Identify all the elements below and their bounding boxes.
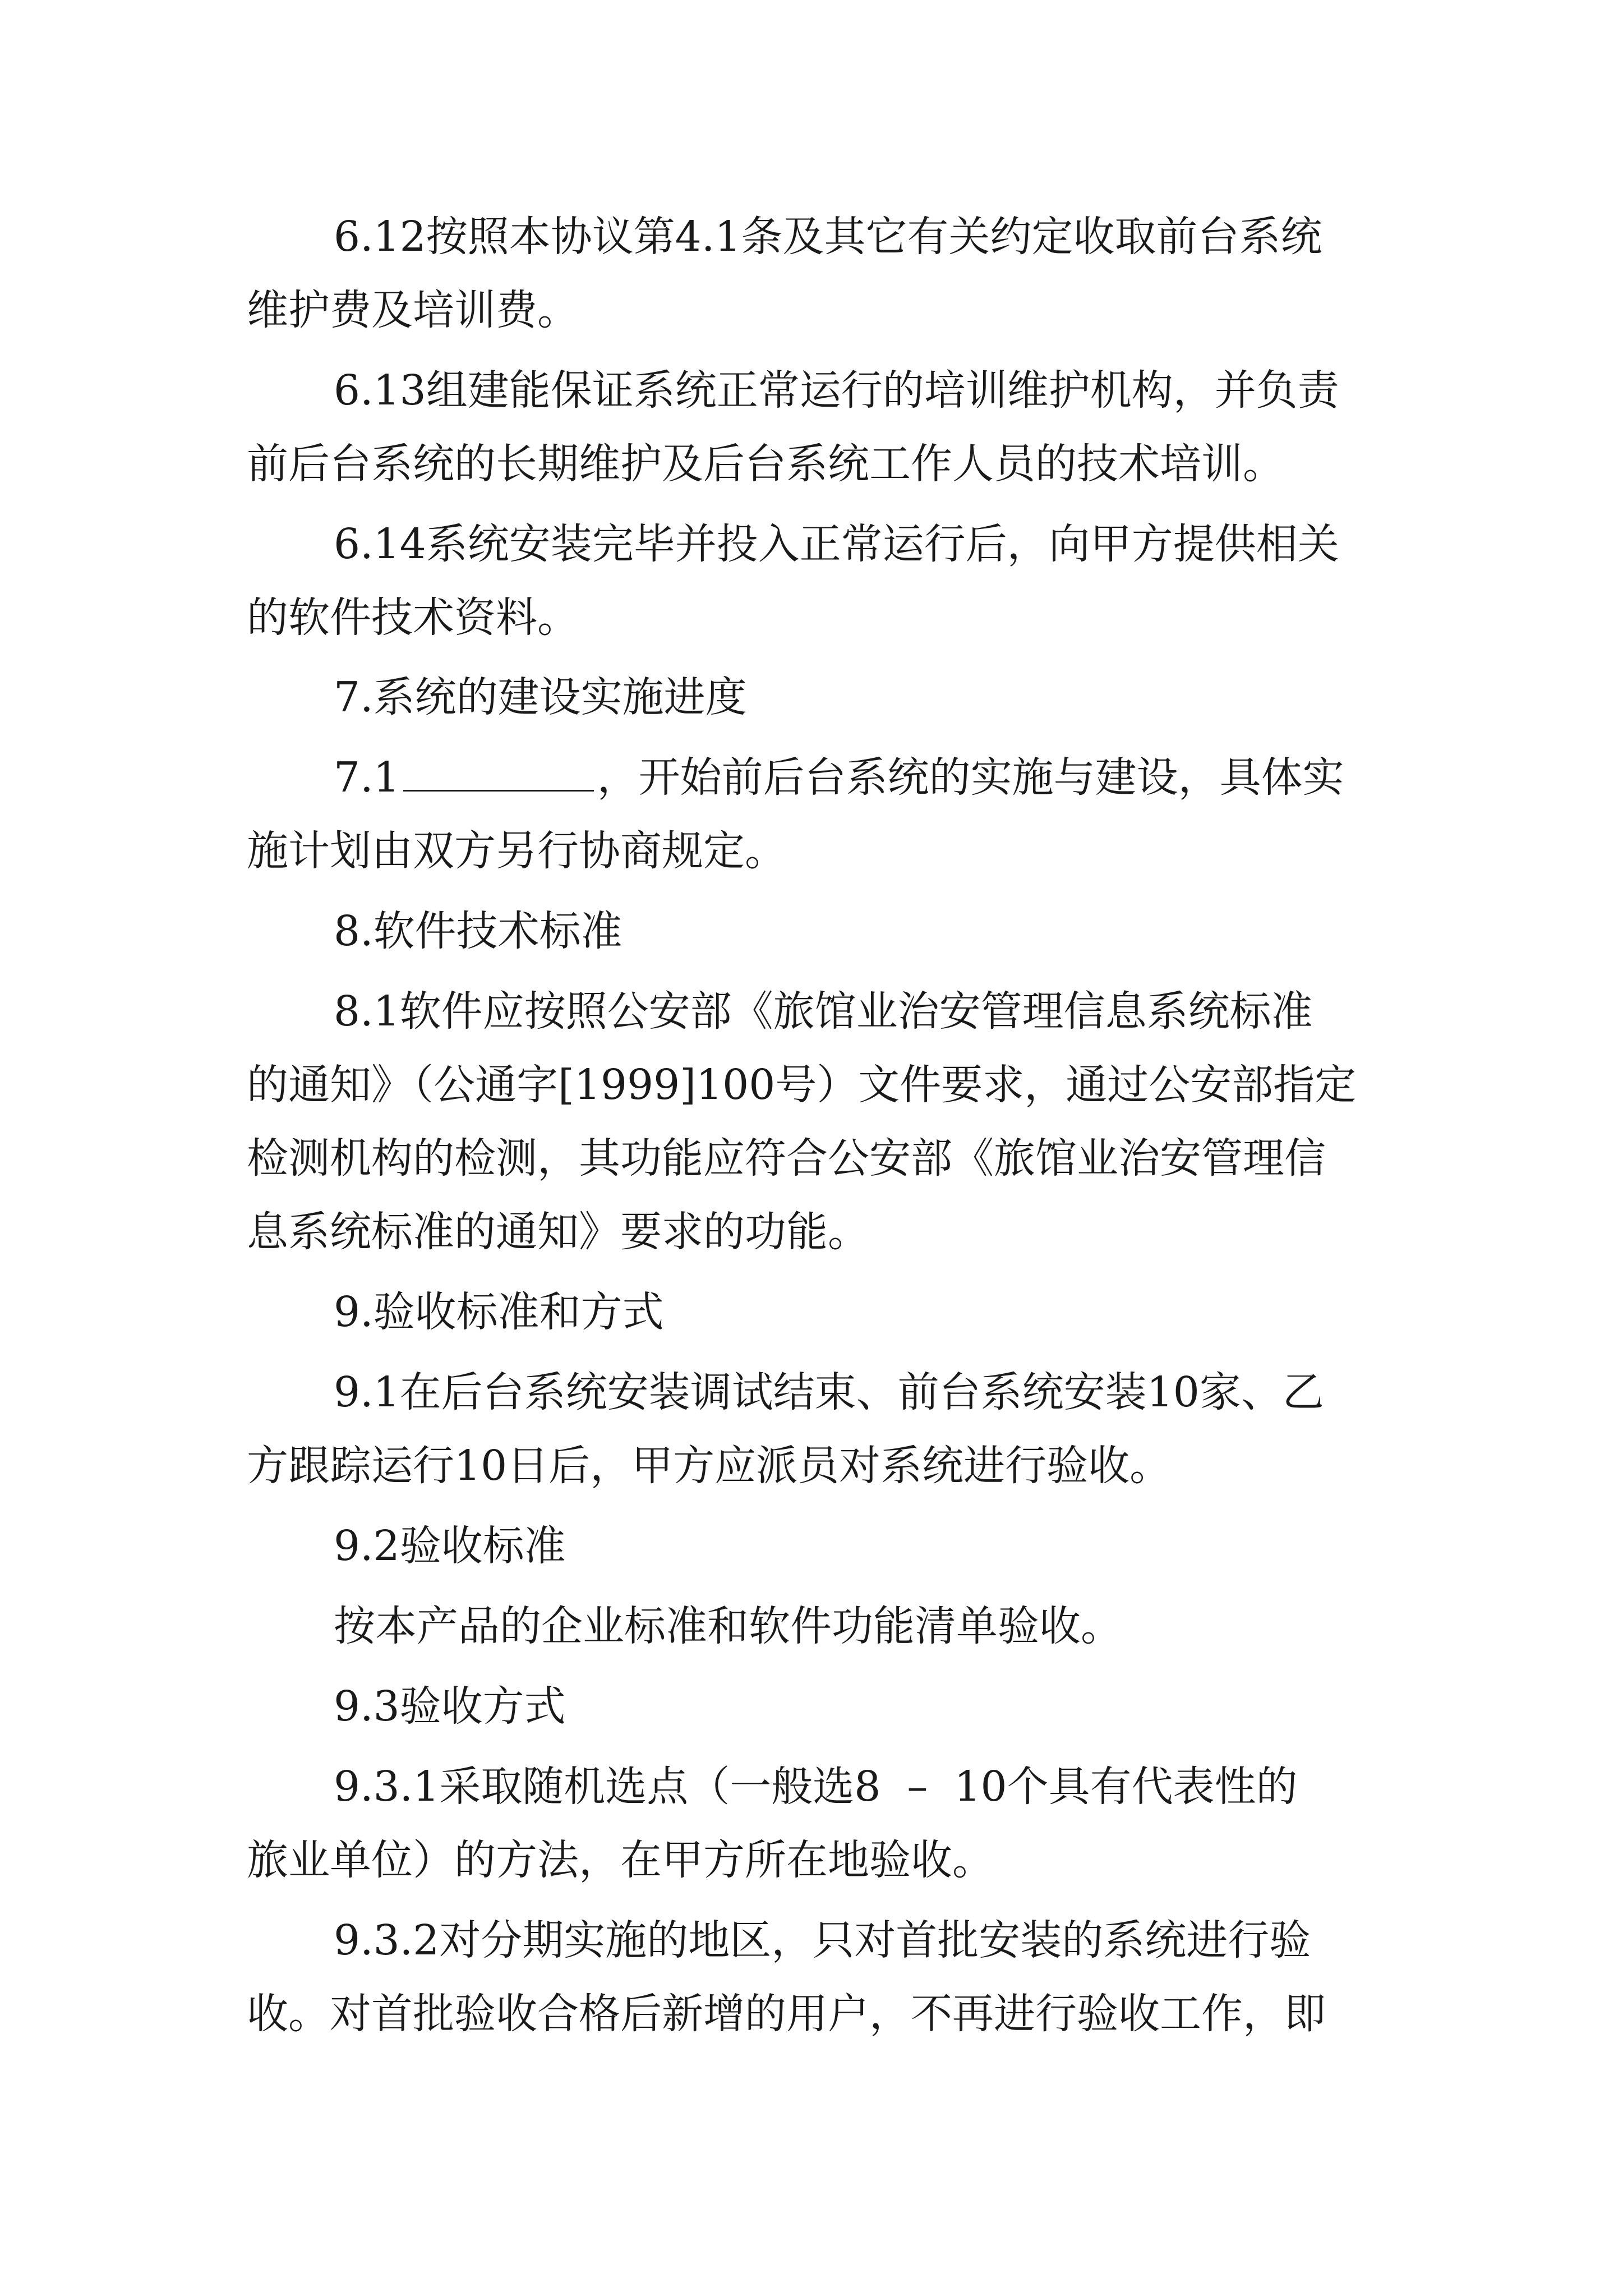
paragraph-9-3-1-line-2: 旅业单位）的方法，在甲方所在地验收。 xyxy=(247,1836,994,1884)
paragraph-7-1-text: ，开始前后台系统的实施与建设，具体实 xyxy=(597,753,1344,802)
paragraph-6-13-line-2: 前后台系统的长期维护及后台系统工作人员的技术培训。 xyxy=(247,440,1284,488)
paragraph-8-1-line-4: 息系统标准的通知》要求的功能。 xyxy=(247,1208,869,1256)
paragraph-9-1-line-2: 方跟踪运行10日后，甲方应派员对系统进行验收。 xyxy=(247,1442,1172,1490)
paragraph-9-3-2-line-1: 9.3.2对分期实施的地区，只对首批安装的系统进行验 xyxy=(334,1916,1311,1964)
paragraph-6-12-line-2: 维护费及培训费。 xyxy=(247,286,579,334)
paragraph-6-14-line-2: 的软件技术资料。 xyxy=(247,593,579,642)
subsection-9-3-heading: 9.3验收方式 xyxy=(334,1682,566,1731)
subsection-9-2-heading: 9.2验收标准 xyxy=(334,1522,566,1570)
paragraph-8-1-line-2: 的通知》（公通字[1999]100号）文件要求，通过公安部指定 xyxy=(247,1061,1357,1109)
section-8-heading: 8.软件技术标准 xyxy=(334,907,623,955)
fill-in-blank xyxy=(403,751,594,792)
section-7-heading: 7.系统的建设实施进度 xyxy=(334,673,747,721)
paragraph-9-2-text: 按本产品的企业标准和软件功能清单验收。 xyxy=(334,1602,1122,1650)
paragraph-9-1-line-1: 9.1在后台系统安装调试结束、前台系统安装10家、乙 xyxy=(334,1368,1324,1416)
paragraph-7-1-number: 7.1 xyxy=(334,753,400,802)
paragraph-6-14-line-1: 6.14系统安装完毕并投入正常运行后，向甲方提供相关 xyxy=(334,520,1339,568)
paragraph-9-3-1-line-1: 9.3.1采取随机选点（一般选8 – 10个具有代表性的 xyxy=(334,1763,1298,1811)
paragraph-6-12-line-1: 6.12按照本协议第4.1条及其它有关约定收取前台系统 xyxy=(334,213,1322,261)
paragraph-7-1-line-1 xyxy=(334,749,1344,806)
section-9-heading: 9.验收标准和方式 xyxy=(334,1288,664,1336)
paragraph-8-1-line-1: 8.1软件应按照公安部《旅馆业治安管理信息系统标准 xyxy=(334,987,1313,1036)
paragraph-7-1-line-2: 施计划由双方另行协商规定。 xyxy=(247,827,786,875)
paragraph-6-13-line-1: 6.13组建能保证系统正常运行的培训维护机构，并负责 xyxy=(334,366,1339,415)
paragraph-8-1-line-3: 检测机构的检测，其功能应符合公安部《旅馆业治安管理信 xyxy=(247,1134,1326,1182)
paragraph-9-3-2-line-2: 收。对首批验收合格后新增的用户，不再进行验收工作，即 xyxy=(247,1990,1326,2038)
